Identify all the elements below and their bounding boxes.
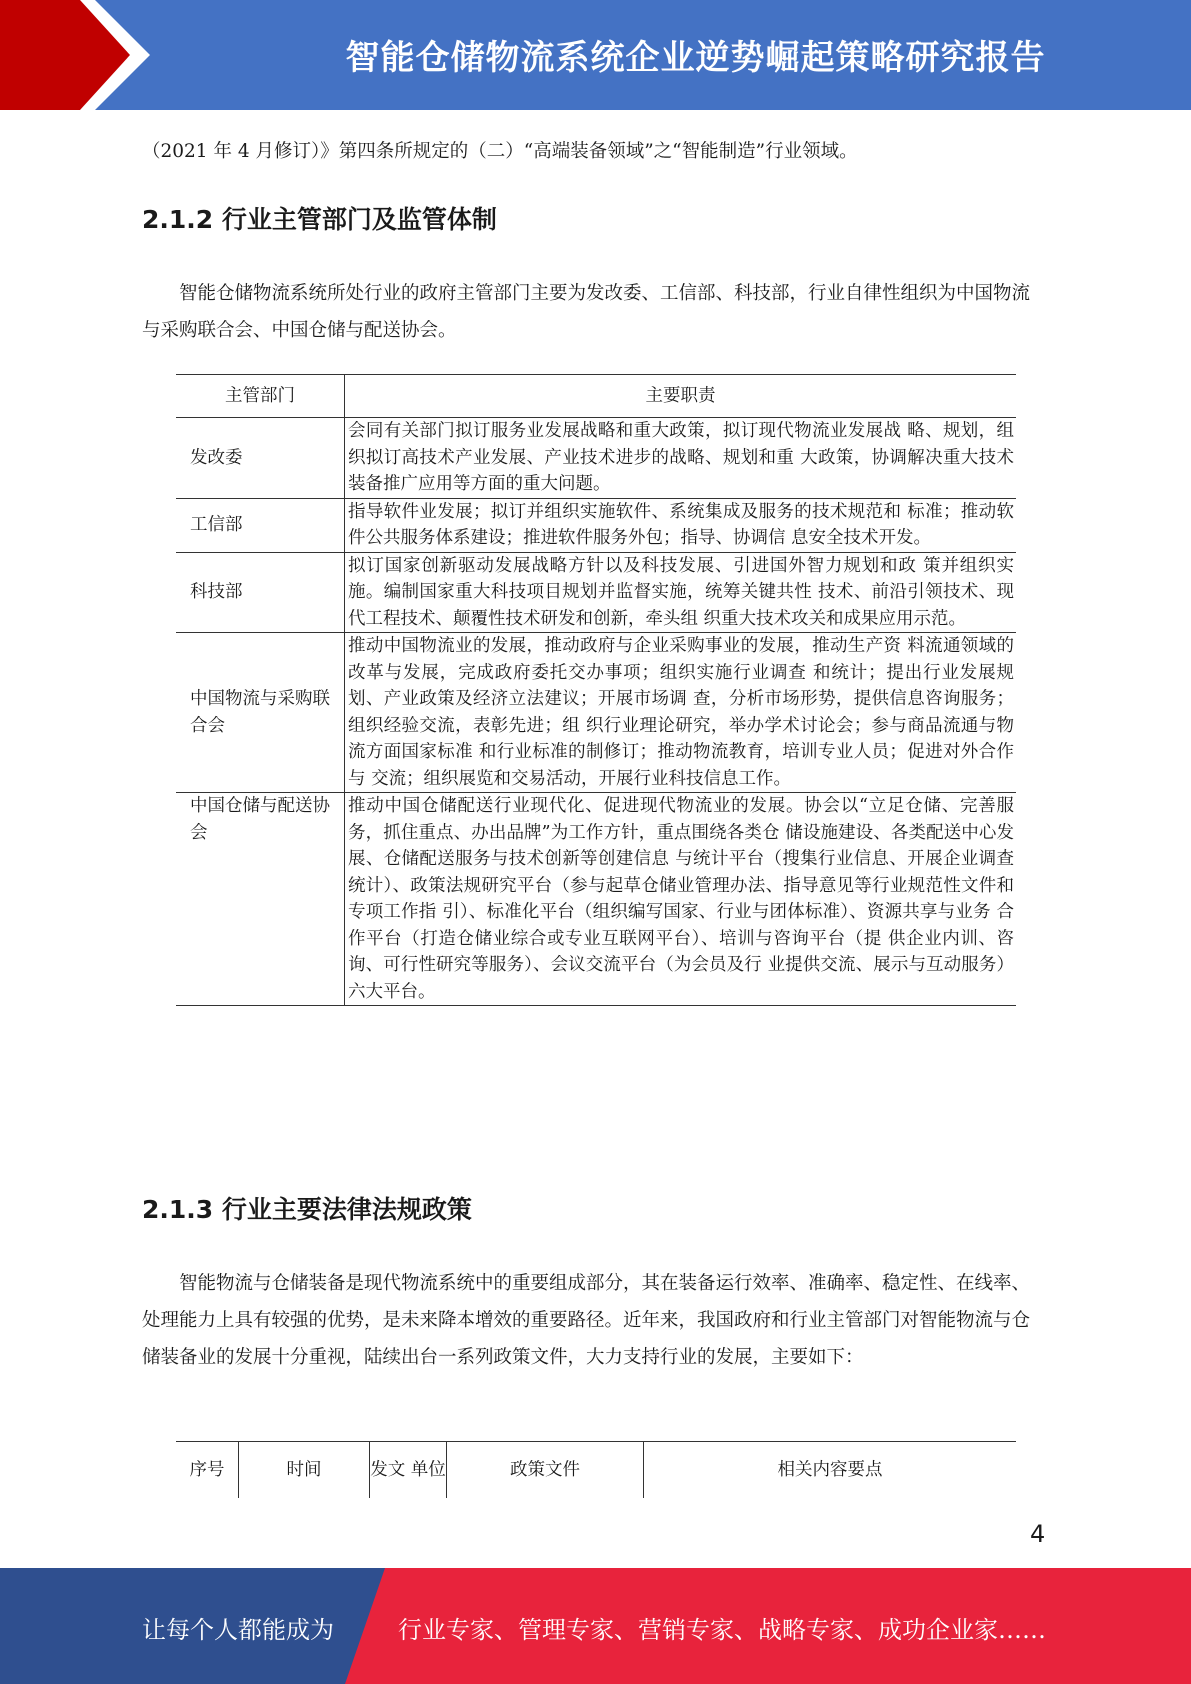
report-title: 智能仓储物流系统企业逆势崛起策略研究报告 [345, 38, 1046, 78]
department-cell: 发改委 [176, 418, 345, 499]
department-cell: 中国仓储与配送协会 [176, 793, 345, 1006]
page-number: 4 [1030, 1520, 1046, 1548]
intro-line: （2021 年 4 月修订）》第四条所规定的（二）“高端装备领域”之“智能制造”行业领域。 [142, 141, 858, 162]
page-footer [0, 1568, 1191, 1684]
column-header-policy-document: 政策文件 [447, 1442, 644, 1499]
column-header-issuer: 发文 单位 [370, 1442, 447, 1499]
duty-cell: 指导软件业发展；拟订并组织实施软件、系统集成及服务的技术规范和 标准；推动软件公共服务体系建设；推进软件服务外包；指导、协调信 息安全技术开发。 [345, 498, 1017, 552]
section-heading-2-1-2: 2.1.2 行业主管部门及监管体制 [142, 205, 497, 234]
duty-cell: 拟订国家创新驱动发展战略方针以及科技发展、引进国外智力规划和政 策并组织实施。编制国家重大科技项目规划并监督实施，统筹关键共性 技术、前沿引领技术、现代工程技术、颠覆性技术研发和创新，牵头组 织重大技术攻关和成果应用示范。 [345, 552, 1017, 633]
column-header-number: 序号 [176, 1442, 239, 1499]
section-heading-2-1-3: 2.1.3 行业主要法律法规政策 [142, 1195, 472, 1224]
department-cell: 科技部 [176, 552, 345, 633]
department-cell: 工信部 [176, 498, 345, 552]
footer-slogan-left: 让每个人都能成为 [142, 1616, 334, 1644]
section-2-1-3-paragraph: 智能物流与仓储装备是现代物流系统中的重要组成部分，其在装备运行效率、准确率、稳定性、在线率、处理能力上具有较强的优势，是未来降本增效的重要路径。近年来，我国政府和行业主管部门对智能物流与仓储装备业的发展十分重视，陆续出台一系列政策文件，大力支持行业的发展，主要如下： [142, 1273, 1031, 1368]
authorities-table [176, 374, 1016, 1006]
duty-cell: 推动中国仓储配送行业现代化、促进现代物流业的发展。协会以“立足仓储、完善服务，抓住重点、办出品牌”为工作方针，重点围绕各类仓 储设施建设、各类配送中心发展、仓储配送服务与技术创新等创建信息 与统计平台（搜集行业信息、开展企业调查统计）、政策法规研究平台（参与起草仓储业管理办法、指导意见等行业规范性文件和专项工作指 引）、标准化平台（组织编写国家、行业与团体标准）、资源共享与业务 合作平台（打造仓储业综合或专业互联网平台）、培训与咨询平台（提 供企业内训、咨询、可行性研究等服务）、会议交流平台（为会员及行 业提供交流、展示与互动服务）六大平台。 [345, 793, 1017, 1006]
table-row [176, 633, 1016, 793]
department-cell: 中国物流与采购联合会 [176, 633, 345, 793]
table-header-row [176, 375, 1016, 418]
table-header-row [176, 1442, 1016, 1499]
table-row [176, 552, 1016, 633]
page-header [0, 0, 1191, 110]
section-2-1-2-paragraph: 智能仓储物流系统所处行业的政府主管部门主要为发改委、工信部、科技部，行业自律性组织为中国物流与采购联合会、中国仓储与配送协会。 [142, 283, 1031, 341]
table-row [176, 498, 1016, 552]
footer-slogan-right: 行业专家、管理专家、营销专家、战略专家、成功企业家…… [398, 1616, 1046, 1644]
column-header-duties: 主要职责 [345, 375, 1017, 418]
duty-cell: 会同有关部门拟订服务业发展战略和重大政策，拟订现代物流业发展战 略、规划，组织拟订高技术产业发展、产业技术进步的战略、规划和重 大政策，协调解决重大技术装备推广应用等方面的重大问题。 [345, 418, 1017, 499]
table-row [176, 793, 1016, 1006]
column-header-time: 时间 [239, 1442, 370, 1499]
column-header-department: 主管部门 [176, 375, 345, 418]
column-header-key-points: 相关内容要点 [644, 1442, 1017, 1499]
table-row [176, 418, 1016, 499]
policy-table [176, 1441, 1016, 1498]
duty-cell: 推动中国物流业的发展，推动政府与企业采购事业的发展，推动生产资 料流通领域的改革与发展，完成政府委托交办事项；组织实施行业调查 和统计；提出行业发展规划、产业政策及经济立法建议；开展市场调 查，分析市场形势，提供信息咨询服务；组织经验交流，表彰先进；组 织行业理论研究，举办学术讨论会；参与商品流通与物流方面国家标准 和行业标准的制修订；推动物流教育，培训专业人员；促进对外合作与 交流；组织展览和交易活动，开展行业科技信息工作。 [345, 633, 1017, 793]
